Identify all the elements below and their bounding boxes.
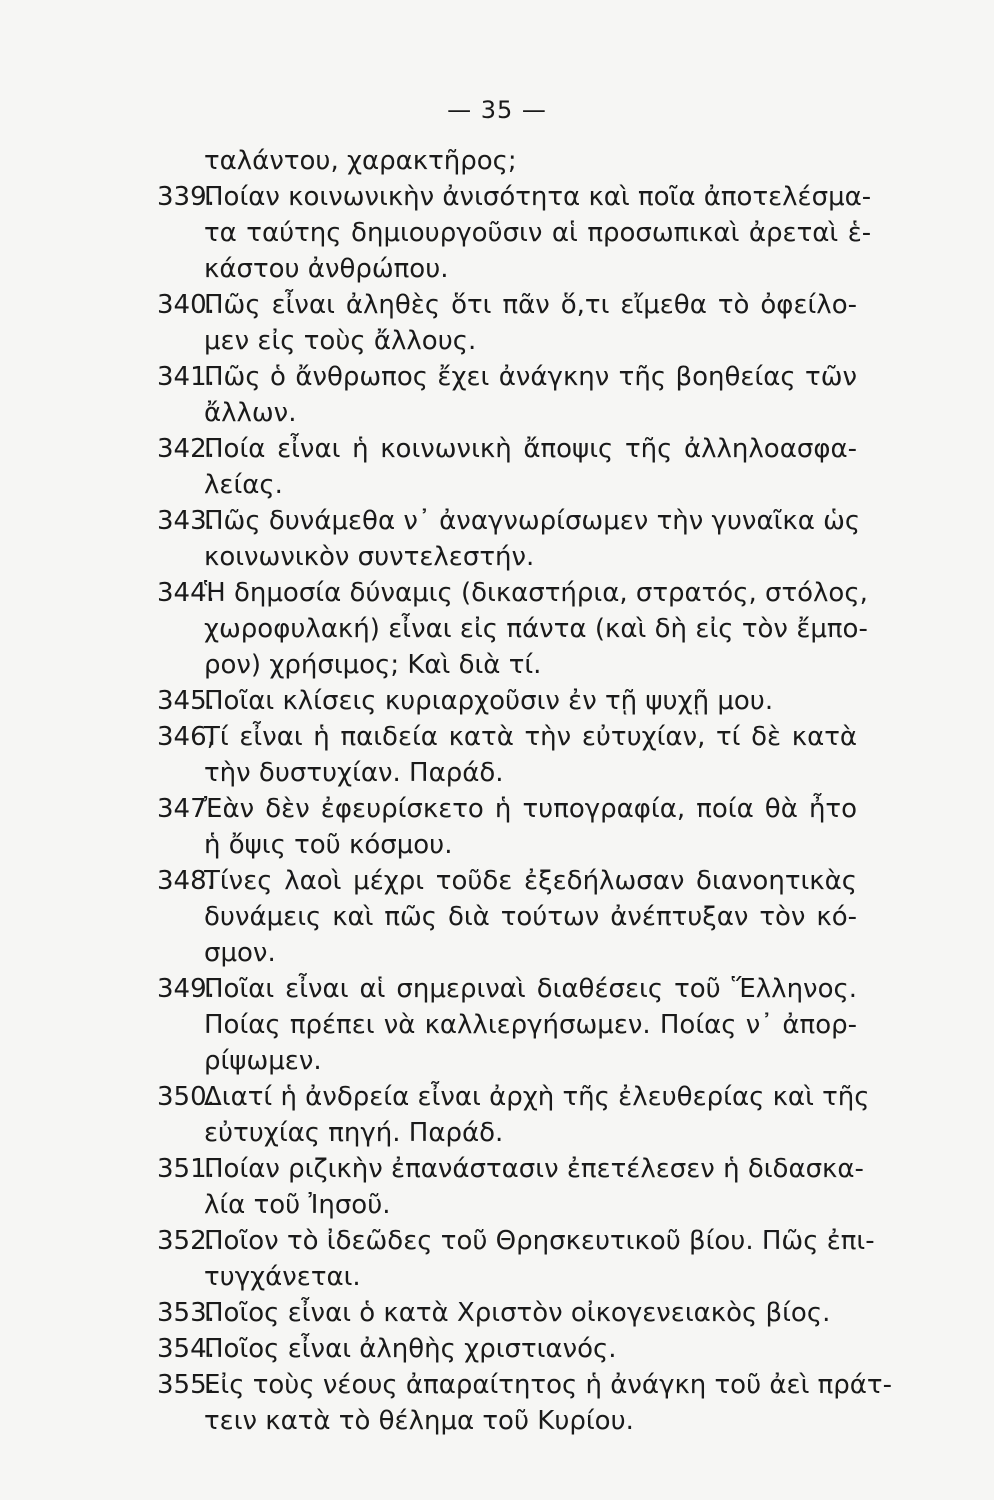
question-text-line: Ποῖαι κλίσεις κυριαρχοῦσιν ἐν τῇ ψυχῇ μου. — [204, 686, 774, 716]
question-text — [204, 1223, 875, 1295]
question-text — [204, 791, 857, 863]
question-text-line: Ποῖον τὸ ἰδεῶδες τοῦ Θρησκευτικοῦ βίου. Πῶς ἐπι- — [204, 1226, 875, 1256]
question-list — [157, 143, 892, 1439]
question-entry — [157, 179, 872, 287]
question-entry — [157, 1223, 875, 1295]
question-entry — [157, 719, 857, 791]
question-number: 341. — [157, 362, 215, 392]
question-text-line: Ἡ δημοσία δύναμις (δικαστήρια, στρατός, στόλος, — [204, 578, 868, 608]
question-entry — [157, 287, 857, 359]
question-number: 340. — [157, 290, 215, 320]
question-text-line: Ποία εἶναι ἡ κοινωνικὴ ἄποψις τῆς ἀλληλοασφα- — [204, 434, 857, 464]
question-text-line: Πῶς εἶναι ἀληθὲς ὅτι πᾶν ὅ,τι εἴμεθα τὸ ὀφείλο- — [204, 290, 857, 320]
continued-line: ταλάντου, χαρακτῆρος; — [204, 146, 517, 176]
question-number: 352. — [157, 1226, 215, 1256]
question-text-line: ρίψωμεν. — [204, 1046, 322, 1076]
question-text — [204, 1151, 864, 1223]
question-entry — [157, 359, 857, 431]
question-text — [204, 575, 868, 683]
question-text-line: τὴν δυστυχίαν. Παράδ. — [204, 758, 504, 788]
question-text-line: τειν κατὰ τὸ θέλημα τοῦ Κυρίου. — [204, 1406, 634, 1436]
question-text — [204, 1295, 857, 1331]
question-text — [204, 971, 857, 1079]
question-text-line: Ποίαν κοινωνικὴν ἀνισότητα καὶ ποῖα ἀποτελέσμα- — [204, 182, 872, 212]
question-text-line: λείας. — [204, 470, 283, 500]
question-text-line: χωροφυλακή) εἶναι εἰς πάντα (καὶ δὴ εἰς τὸν ἔμπο- — [204, 614, 868, 644]
question-text — [204, 503, 860, 575]
question-text-line: ἡ ὄψις τοῦ κόσμου. — [204, 830, 453, 860]
question-text-line: μεν εἰς τοὺς ἄλλους. — [204, 326, 477, 356]
question-number: 354. — [157, 1334, 215, 1364]
question-number: 339. — [157, 182, 215, 212]
question-text-line: Ποῖαι εἶναι αἱ σημεριναὶ διαθέσεις τοῦ Ἕλληνος. — [204, 974, 857, 1004]
question-entry — [157, 1295, 857, 1331]
question-text — [204, 431, 857, 503]
question-text — [204, 1367, 892, 1439]
question-text-line: τα ταύτης δημιουργοῦσιν αἱ προσωπικαὶ ἀρεταὶ ἑ- — [204, 218, 872, 248]
question-entry — [157, 575, 868, 683]
question-text-line: κοινωνικὸν συντελεστήν. — [204, 542, 535, 572]
question-number: 355. — [157, 1370, 215, 1400]
question-text-line: λία τοῦ Ἰησοῦ. — [204, 1190, 391, 1220]
question-text-line: ἄλλων. — [204, 398, 297, 428]
question-number: 350. — [157, 1082, 215, 1112]
question-text-line: Διατί ἡ ἀνδρεία εἶναι ἀρχὴ τῆς ἐλευθερίας καὶ τῆς — [204, 1082, 870, 1112]
question-text — [204, 719, 857, 791]
question-text-line: Πῶς δυνάμεθα ν᾽ ἀναγνωρίσωμεν τὴν γυναῖκα ὡς — [204, 506, 861, 536]
question-entry — [157, 863, 857, 971]
question-text-line: Πῶς ὁ ἄνθρωπος ἔχει ἀνάγκην τῆς βοηθείας τῶν — [204, 362, 857, 392]
question-text-line: εὐτυχίας πηγή. Παράδ. — [204, 1118, 504, 1148]
question-text — [204, 287, 857, 359]
question-number: 349. — [157, 974, 215, 1004]
question-entry — [157, 431, 857, 503]
question-number: 345. — [157, 686, 215, 716]
question-entry — [157, 1331, 857, 1367]
question-text-line: Εἰς τοὺς νέους ἀπαραίτητος ἡ ἀνάγκη τοῦ ἀεὶ πράτ- — [204, 1370, 892, 1400]
question-number: 348. — [157, 866, 215, 896]
question-text — [204, 179, 871, 287]
question-entry — [157, 1367, 892, 1439]
question-entry — [157, 791, 857, 863]
question-text-line: κάστου ἀνθρώπου. — [204, 254, 449, 284]
question-entry — [157, 1079, 870, 1151]
question-number: 347. — [157, 794, 215, 824]
question-text-line: Τί εἶναι ἡ παιδεία κατὰ τὴν εὐτυχίαν, τί δὲ κατὰ — [204, 722, 857, 752]
question-text-line: Τίνες λαοὶ μέχρι τοῦδε ἐξεδήλωσαν διανοητικὰς — [204, 866, 857, 896]
question-text — [204, 359, 857, 431]
question-text-line: Ποίας πρέπει νὰ καλλιεργήσωμεν. Ποίας ν᾽ ἀπορ- — [204, 1010, 857, 1040]
question-text-line: Ποῖος εἶναι ὁ κατὰ Χριστὸν οἰκογενειακὸς βίος. — [204, 1298, 831, 1328]
question-text-line: τυγχάνεται. — [204, 1262, 361, 1292]
question-number: 343. — [157, 506, 215, 536]
question-number: 346, — [157, 722, 215, 752]
question-text-line: ρον) χρήσιμος; Καὶ διὰ τί. — [204, 650, 542, 680]
question-number: 351. — [157, 1154, 215, 1184]
entries-container — [157, 179, 892, 1439]
question-text-line: Ποίαν ριζικὴν ἐπανάστασιν ἐπετέλεσεν ἡ διδασκα- — [204, 1154, 864, 1184]
question-entry — [157, 503, 861, 575]
question-entry — [157, 971, 857, 1079]
question-number: 353. — [157, 1298, 215, 1328]
question-text-line: σμον. — [204, 938, 276, 968]
question-text-line: δυνάμεις καὶ πῶς διὰ τούτων ἀνέπτυξαν τὸν κό- — [204, 902, 857, 932]
question-text-line: Ἐὰν δὲν ἐφευρίσκετο ἡ τυπογραφία, ποία θὰ ἦτο — [204, 794, 857, 824]
question-number: 342. — [157, 434, 215, 464]
question-text — [204, 1079, 870, 1151]
question-text — [204, 1331, 857, 1367]
question-text-line: Ποῖος εἶναι ἀληθὴς χριστιανός. — [204, 1334, 617, 1364]
page-number: — 35 — — [447, 96, 547, 124]
question-text — [204, 863, 857, 971]
question-number: 344. — [157, 578, 215, 608]
question-entry — [157, 1151, 864, 1223]
question-text — [204, 683, 857, 719]
question-entry — [157, 683, 857, 719]
